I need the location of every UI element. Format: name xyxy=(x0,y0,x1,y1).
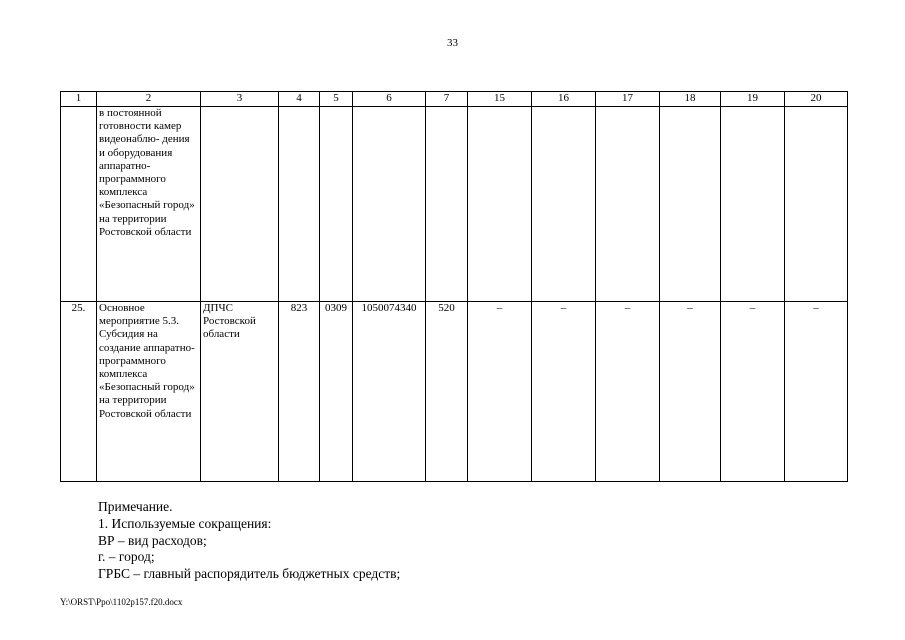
grbs-code: 823 xyxy=(279,302,320,482)
year-value: – xyxy=(721,302,785,482)
file-path-footer: Y:\ORST\Ppo\1102p157.f20.docx xyxy=(60,597,183,607)
vr-code xyxy=(426,107,468,302)
measure-name: Основное мероприятие 5.3. Субсидия на создание аппаратно- программного комплекса «Безопасный город» на территории Ростовской области xyxy=(97,302,201,482)
row-number xyxy=(61,107,97,302)
measure-name: в постоянной готовности камер видеонаблю- дения и оборудования аппаратно- программного комплекса «Безопасный город» на территории Ростовской области xyxy=(97,107,201,302)
grbs-code xyxy=(279,107,320,302)
rzpr-code: 0309 xyxy=(320,302,353,482)
year-value xyxy=(785,107,848,302)
year-value: – xyxy=(785,302,848,482)
column-header: 2 xyxy=(97,92,201,107)
column-header: 20 xyxy=(785,92,848,107)
year-value: – xyxy=(532,302,596,482)
column-header: 18 xyxy=(660,92,721,107)
table-row xyxy=(61,302,848,482)
column-header: 5 xyxy=(320,92,353,107)
year-value xyxy=(596,107,660,302)
note-block xyxy=(98,499,400,583)
column-header: 6 xyxy=(353,92,426,107)
year-value xyxy=(468,107,532,302)
column-header: 15 xyxy=(468,92,532,107)
responsible-executor xyxy=(201,107,279,302)
column-header: 17 xyxy=(596,92,660,107)
csr-code xyxy=(353,107,426,302)
year-value: – xyxy=(660,302,721,482)
note-line: г. – город; xyxy=(98,549,155,565)
column-header: 1 xyxy=(61,92,97,107)
table-header-row xyxy=(61,92,848,107)
year-value xyxy=(721,107,785,302)
responsible-executor: ДПЧС Ростовской области xyxy=(201,302,279,482)
csr-code: 1050074340 xyxy=(353,302,426,482)
column-header: 3 xyxy=(201,92,279,107)
row-number: 25. xyxy=(61,302,97,482)
year-value: – xyxy=(468,302,532,482)
year-value xyxy=(660,107,721,302)
year-value xyxy=(532,107,596,302)
rzpr-code xyxy=(320,107,353,302)
column-header: 7 xyxy=(426,92,468,107)
note-line: 1. Используемые сокращения: xyxy=(98,515,272,531)
vr-code: 520 xyxy=(426,302,468,482)
note-title: Примечание. xyxy=(98,499,173,514)
note-line: ВР – вид расходов; xyxy=(98,532,207,548)
budget-table xyxy=(60,91,848,482)
table-row xyxy=(61,107,848,302)
column-header: 4 xyxy=(279,92,320,107)
year-value: – xyxy=(596,302,660,482)
page-number: 33 xyxy=(447,37,458,49)
column-header: 16 xyxy=(532,92,596,107)
column-header: 19 xyxy=(721,92,785,107)
note-line: ГРБС – главный распорядитель бюджетных средств; xyxy=(98,566,401,582)
